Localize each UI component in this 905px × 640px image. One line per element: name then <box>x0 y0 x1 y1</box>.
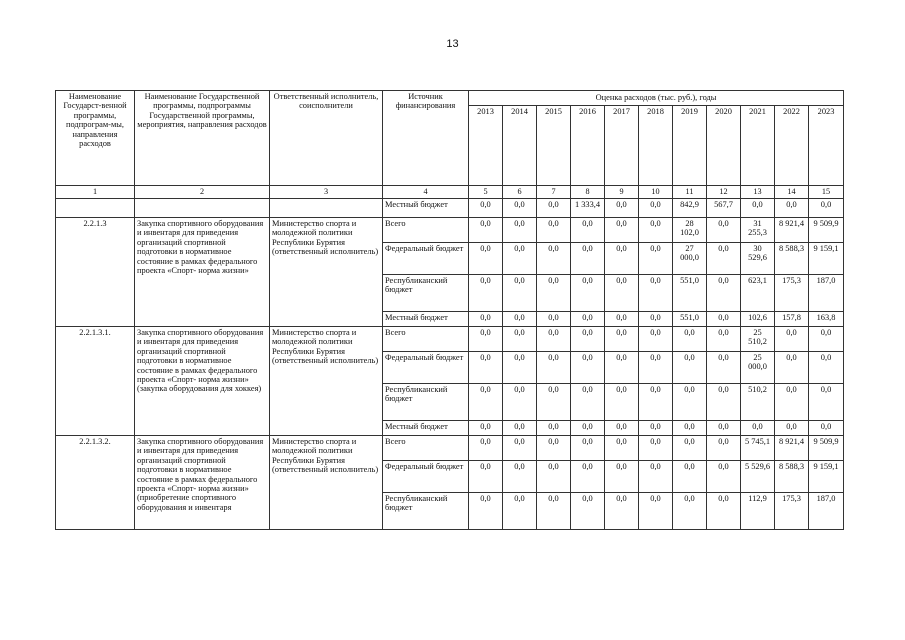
value-cell: 0,0 <box>639 312 673 327</box>
value-cell: 0,0 <box>469 461 503 493</box>
value-cell: 0,0 <box>571 243 605 275</box>
column-number: 8 <box>571 186 605 199</box>
budget-table <box>55 90 844 530</box>
year-2013: 2013 <box>469 106 503 186</box>
value-cell: 187,0 <box>809 275 844 312</box>
value-cell: 0,0 <box>571 327 605 352</box>
column-number: 5 <box>469 186 503 199</box>
value-cell: 0,0 <box>707 461 741 493</box>
value-cell: 0,0 <box>469 243 503 275</box>
value-cell: 0,0 <box>741 199 775 218</box>
item-code: 2.2.1.3.1. <box>56 327 135 436</box>
value-cell: 0,0 <box>605 275 639 312</box>
column-number: 11 <box>673 186 707 199</box>
value-cell: 0,0 <box>809 352 844 384</box>
item-code: 2.2.1.3 <box>56 218 135 327</box>
value-cell: 551,0 <box>673 312 707 327</box>
value-cell: 0,0 <box>707 327 741 352</box>
value-cell: 0,0 <box>673 352 707 384</box>
value-cell: 0,0 <box>571 461 605 493</box>
source-cell: Федеральный бюджет <box>383 352 469 384</box>
value-cell: 0,0 <box>809 421 844 436</box>
source-cell: Местный бюджет <box>383 312 469 327</box>
value-cell: 5 745,1 <box>741 436 775 461</box>
value-cell: 102,6 <box>741 312 775 327</box>
table-row <box>56 218 844 243</box>
item-responsible: Министерство спорта и молодежной политики Республики Бурятия (ответственный исполнитель) <box>270 436 383 530</box>
header-responsible-col: Ответственный исполнитель, соисполнители <box>270 91 383 186</box>
value-cell: 9 509,9 <box>809 218 844 243</box>
value-cell: 0,0 <box>503 275 537 312</box>
value-cell: 25 000,0 <box>741 352 775 384</box>
value-cell: 0,0 <box>639 384 673 421</box>
value-cell: 0,0 <box>605 421 639 436</box>
value-cell: 25 510,2 <box>741 327 775 352</box>
source-cell: Всего <box>383 218 469 243</box>
value-cell: 0,0 <box>469 218 503 243</box>
value-cell: 0,0 <box>775 199 809 218</box>
value-cell: 30 529,6 <box>741 243 775 275</box>
value-cell: 0,0 <box>503 199 537 218</box>
column-number: 10 <box>639 186 673 199</box>
column-number: 9 <box>605 186 639 199</box>
value-cell: 0,0 <box>673 384 707 421</box>
year-2022: 2022 <box>775 106 809 186</box>
column-number: 6 <box>503 186 537 199</box>
value-cell: 9 159,1 <box>809 243 844 275</box>
value-cell: 0,0 <box>775 384 809 421</box>
value-cell: 31 255,3 <box>741 218 775 243</box>
value-cell: 0,0 <box>673 327 707 352</box>
value-cell: 0,0 <box>639 436 673 461</box>
value-cell: 0,0 <box>639 493 673 530</box>
value-cell: 0,0 <box>571 421 605 436</box>
value-cell: 0,0 <box>775 327 809 352</box>
value-cell: 0,0 <box>707 275 741 312</box>
value-cell: 0,0 <box>707 312 741 327</box>
value-cell: 0,0 <box>605 218 639 243</box>
page-number: 13 <box>446 38 459 50</box>
value-cell: 0,0 <box>639 327 673 352</box>
value-cell: 0,0 <box>469 327 503 352</box>
value-cell: 0,0 <box>605 352 639 384</box>
value-cell: 0,0 <box>537 436 571 461</box>
value-cell: 0,0 <box>571 218 605 243</box>
value-cell: 0,0 <box>537 218 571 243</box>
value-cell: 0,0 <box>571 384 605 421</box>
value-cell: 0,0 <box>503 352 537 384</box>
value-cell: 0,0 <box>537 199 571 218</box>
value-cell: 0,0 <box>639 243 673 275</box>
column-number: 13 <box>741 186 775 199</box>
value-cell: 0,0 <box>639 275 673 312</box>
year-2018: 2018 <box>639 106 673 186</box>
value-cell: 0,0 <box>639 461 673 493</box>
year-2023: 2023 <box>809 106 844 186</box>
value-cell: 0,0 <box>707 243 741 275</box>
empty-cell <box>270 199 383 218</box>
value-cell: 551,0 <box>673 275 707 312</box>
value-cell: 0,0 <box>503 436 537 461</box>
value-cell: 0,0 <box>537 384 571 421</box>
value-cell: 0,0 <box>571 312 605 327</box>
item-responsible: Министерство спорта и молодежной политики Республики Бурятия (ответственный исполнитель) <box>270 327 383 436</box>
year-2016: 2016 <box>571 106 605 186</box>
value-cell: 0,0 <box>639 421 673 436</box>
year-2019: 2019 <box>673 106 707 186</box>
value-cell: 0,0 <box>537 493 571 530</box>
item-responsible: Министерство спорта и молодежной политики Республики Бурятия (ответственный исполнитель) <box>270 218 383 327</box>
year-2014: 2014 <box>503 106 537 186</box>
empty-cell <box>135 199 270 218</box>
value-cell: 0,0 <box>537 312 571 327</box>
value-cell: 9 509,9 <box>809 436 844 461</box>
value-cell: 163,8 <box>809 312 844 327</box>
value-cell: 842,9 <box>673 199 707 218</box>
column-number: 4 <box>383 186 469 199</box>
item-code: 2.2.1.3.2. <box>56 436 135 530</box>
header-row <box>56 91 844 106</box>
value-cell: 0,0 <box>605 384 639 421</box>
source-cell: Республиканский бюджет <box>383 493 469 530</box>
value-cell: 0,0 <box>469 199 503 218</box>
value-cell: 0,0 <box>707 436 741 461</box>
value-cell: 175,3 <box>775 275 809 312</box>
value-cell: 510,2 <box>741 384 775 421</box>
value-cell: 0,0 <box>707 218 741 243</box>
source-cell: Всего <box>383 436 469 461</box>
value-cell: 0,0 <box>639 352 673 384</box>
value-cell: 0,0 <box>605 436 639 461</box>
value-cell: 0,0 <box>469 352 503 384</box>
value-cell: 0,0 <box>639 218 673 243</box>
value-cell: 0,0 <box>469 436 503 461</box>
value-cell: 9 159,1 <box>809 461 844 493</box>
value-cell: 0,0 <box>673 421 707 436</box>
value-cell: 0,0 <box>469 275 503 312</box>
value-cell: 0,0 <box>503 461 537 493</box>
item-name: Закупка спортивного оборудования и инвентаря для приведения организаций спортивной подготовки в нормативное состояние в рамках федерального проекта «Спорт- норма жизни» (закупка оборудования для хоккея) <box>135 327 270 436</box>
table-row <box>56 327 844 352</box>
value-cell: 1 333,4 <box>571 199 605 218</box>
value-cell: 0,0 <box>503 493 537 530</box>
value-cell: 0,0 <box>469 312 503 327</box>
table-row <box>56 199 844 218</box>
table-row <box>56 436 844 461</box>
value-cell: 0,0 <box>741 421 775 436</box>
source-cell: Республиканский бюджет <box>383 275 469 312</box>
value-cell: 0,0 <box>537 421 571 436</box>
value-cell: 0,0 <box>503 312 537 327</box>
value-cell: 0,0 <box>469 384 503 421</box>
column-number: 7 <box>537 186 571 199</box>
value-cell: 27 000,0 <box>673 243 707 275</box>
source-cell: Федеральный бюджет <box>383 243 469 275</box>
year-2020: 2020 <box>707 106 741 186</box>
source-cell: Местный бюджет <box>383 421 469 436</box>
source-cell: Местный бюджет <box>383 199 469 218</box>
value-cell: 8 588,3 <box>775 243 809 275</box>
year-2021: 2021 <box>741 106 775 186</box>
column-number: 12 <box>707 186 741 199</box>
value-cell: 0,0 <box>571 352 605 384</box>
value-cell: 0,0 <box>571 493 605 530</box>
value-cell: 0,0 <box>469 493 503 530</box>
value-cell: 0,0 <box>605 327 639 352</box>
value-cell: 112,9 <box>741 493 775 530</box>
header-estimate-col: Оценка расходов (тыс. руб.), годы <box>469 91 844 106</box>
value-cell: 0,0 <box>605 199 639 218</box>
value-cell: 0,0 <box>503 218 537 243</box>
column-number-row <box>56 186 844 199</box>
year-2017: 2017 <box>605 106 639 186</box>
value-cell: 0,0 <box>605 493 639 530</box>
value-cell: 0,0 <box>537 352 571 384</box>
value-cell: 0,0 <box>537 243 571 275</box>
column-number: 1 <box>56 186 135 199</box>
value-cell: 567,7 <box>707 199 741 218</box>
value-cell: 0,0 <box>775 421 809 436</box>
header-source-col: Источник финансирования <box>383 91 469 186</box>
value-cell: 0,0 <box>639 199 673 218</box>
value-cell: 28 102,0 <box>673 218 707 243</box>
source-cell: Федеральный бюджет <box>383 461 469 493</box>
value-cell: 0,0 <box>605 243 639 275</box>
value-cell: 0,0 <box>809 384 844 421</box>
value-cell: 0,0 <box>707 493 741 530</box>
value-cell: 0,0 <box>503 384 537 421</box>
value-cell: 0,0 <box>707 384 741 421</box>
value-cell: 0,0 <box>673 461 707 493</box>
column-number: 14 <box>775 186 809 199</box>
value-cell: 0,0 <box>673 436 707 461</box>
value-cell: 0,0 <box>571 275 605 312</box>
value-cell: 0,0 <box>503 421 537 436</box>
year-2015: 2015 <box>537 106 571 186</box>
header-name-col: Наименование Государственной программы, подпрограммы Государственной программы, мероприятия, направления расходов <box>135 91 270 186</box>
value-cell: 0,0 <box>707 421 741 436</box>
value-cell: 187,0 <box>809 493 844 530</box>
value-cell: 0,0 <box>503 327 537 352</box>
value-cell: 0,0 <box>809 199 844 218</box>
value-cell: 8 588,3 <box>775 461 809 493</box>
value-cell: 5 529,6 <box>741 461 775 493</box>
value-cell: 8 921,4 <box>775 218 809 243</box>
value-cell: 157,8 <box>775 312 809 327</box>
value-cell: 0,0 <box>537 275 571 312</box>
value-cell: 0,0 <box>537 327 571 352</box>
value-cell: 623,1 <box>741 275 775 312</box>
value-cell: 0,0 <box>571 436 605 461</box>
value-cell: 0,0 <box>605 312 639 327</box>
item-name: Закупка спортивного оборудования и инвентаря для приведения организаций спортивной подготовки в нормативное состояние в рамках федерального проекта «Спорт- норма жизни» (приобретение спортивного оборудования и инвентаря <box>135 436 270 530</box>
column-number: 2 <box>135 186 270 199</box>
value-cell: 0,0 <box>503 243 537 275</box>
value-cell: 0,0 <box>707 352 741 384</box>
value-cell: 0,0 <box>673 493 707 530</box>
value-cell: 0,0 <box>469 421 503 436</box>
item-name: Закупка спортивного оборудования и инвентаря для приведения организаций спортивной подготовки в нормативное состояние в рамках федерального проекта «Спорт- норма жизни» <box>135 218 270 327</box>
value-cell: 0,0 <box>605 461 639 493</box>
column-number: 15 <box>809 186 844 199</box>
empty-cell <box>56 199 135 218</box>
header-program-col: Наименование Государст-венной программы, подпрограм-мы, направления расходов <box>56 91 135 186</box>
value-cell: 0,0 <box>775 352 809 384</box>
value-cell: 0,0 <box>809 327 844 352</box>
value-cell: 8 921,4 <box>775 436 809 461</box>
column-number: 3 <box>270 186 383 199</box>
value-cell: 0,0 <box>537 461 571 493</box>
source-cell: Всего <box>383 327 469 352</box>
source-cell: Республиканский бюджет <box>383 384 469 421</box>
value-cell: 175,3 <box>775 493 809 530</box>
